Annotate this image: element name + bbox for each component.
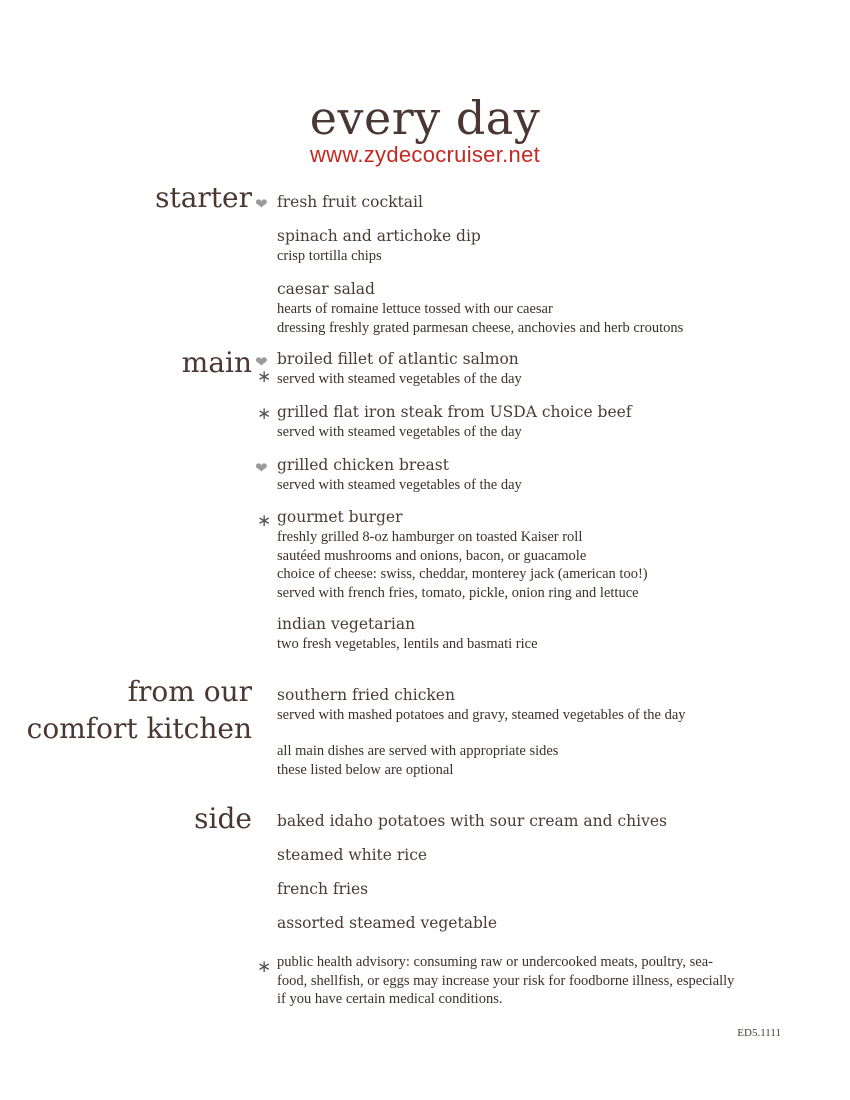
sides-note-line: all main dishes are served with appropriate sides	[277, 743, 559, 759]
item-description: choice of cheese: swiss, cheddar, monterey jack (american too!)	[277, 566, 648, 582]
side-item	[277, 811, 667, 832]
sides-note	[277, 742, 558, 779]
heart-icon: ❤	[255, 353, 268, 371]
menu-item	[277, 614, 538, 654]
advisory-line: public health advisory: consuming raw or undercooked meats, poultry, sea-	[277, 954, 713, 970]
item-description: two fresh vegetables, lentils and basmati rice	[277, 636, 538, 652]
item-name: southern fried chicken	[277, 686, 455, 704]
menu-item	[277, 226, 481, 266]
item-name: assorted steamed vegetable	[277, 914, 498, 932]
section-heading-comfort-line2: comfort kitchen	[26, 712, 252, 745]
heart-icon: ❤	[255, 459, 268, 477]
side-item	[277, 879, 368, 900]
item-name: spinach and artichoke dip	[277, 227, 481, 245]
menu-item	[277, 192, 423, 213]
menu-item	[277, 402, 632, 442]
item-name: grilled chicken breast	[277, 456, 449, 474]
section-heading-side: side	[194, 802, 252, 835]
item-description: served with steamed vegetables of the day	[277, 371, 522, 387]
item-description: hearts of romaine lettuce tossed with our caesar	[277, 301, 553, 317]
item-description: served with french fries, tomato, pickle, onion ring and lettuce	[277, 584, 639, 601]
item-name: indian vegetarian	[277, 615, 416, 633]
item-name: broiled fillet of atlantic salmon	[277, 350, 519, 368]
advisory-line: if you have certain medical conditions.	[277, 991, 503, 1007]
asterisk-icon: ∗	[257, 367, 272, 387]
item-name: grilled flat iron steak from USDA choice beef	[277, 403, 632, 421]
menu-title: every day	[309, 91, 541, 145]
asterisk-icon: ∗	[257, 511, 272, 531]
asterisk-icon: ∗	[257, 957, 272, 977]
sides-note-line: these listed below are optional	[277, 761, 454, 778]
section-heading-comfort	[27, 673, 252, 747]
item-name: fresh fruit cocktail	[277, 193, 423, 211]
menu-item	[277, 455, 522, 495]
item-description: served with steamed vegetables of the day	[277, 424, 522, 440]
watermark-url: www.zydecocruiser.net	[309, 142, 541, 167]
item-name: baked idaho potatoes with sour cream and chives	[277, 812, 667, 830]
side-item	[277, 845, 427, 866]
item-description: dressing freshly grated parmesan cheese, anchovies and herb croutons	[277, 319, 684, 336]
menu-item	[277, 349, 522, 389]
side-item	[277, 913, 497, 934]
item-name: steamed white rice	[277, 846, 428, 864]
heart-icon: ❤	[255, 195, 268, 213]
menu-item	[277, 685, 686, 725]
asterisk-icon: ∗	[257, 404, 272, 424]
item-description: served with steamed vegetables of the day	[277, 477, 522, 493]
health-advisory	[277, 953, 734, 1009]
document-code: ED5.1111	[737, 1027, 781, 1039]
item-name: caesar salad	[277, 280, 375, 298]
menu-item	[277, 507, 648, 602]
menu-item	[277, 279, 683, 337]
item-name: french fries	[277, 880, 369, 898]
item-name: gourmet burger	[277, 508, 403, 526]
item-description: freshly grilled 8-oz hamburger on toasted Kaiser roll	[277, 529, 583, 545]
section-heading-comfort-line1: from our	[127, 675, 252, 708]
item-description: served with mashed potatoes and gravy, steamed vegetables of the day	[277, 707, 686, 723]
item-description: crisp tortilla chips	[277, 248, 382, 264]
advisory-line: food, shellfish, or eggs may increase your risk for foodborne illness, especially	[277, 972, 735, 989]
section-heading-main: main	[181, 346, 252, 379]
item-description: sautéed mushrooms and onions, bacon, or guacamole	[277, 547, 587, 564]
section-heading-starter: starter	[155, 181, 252, 214]
